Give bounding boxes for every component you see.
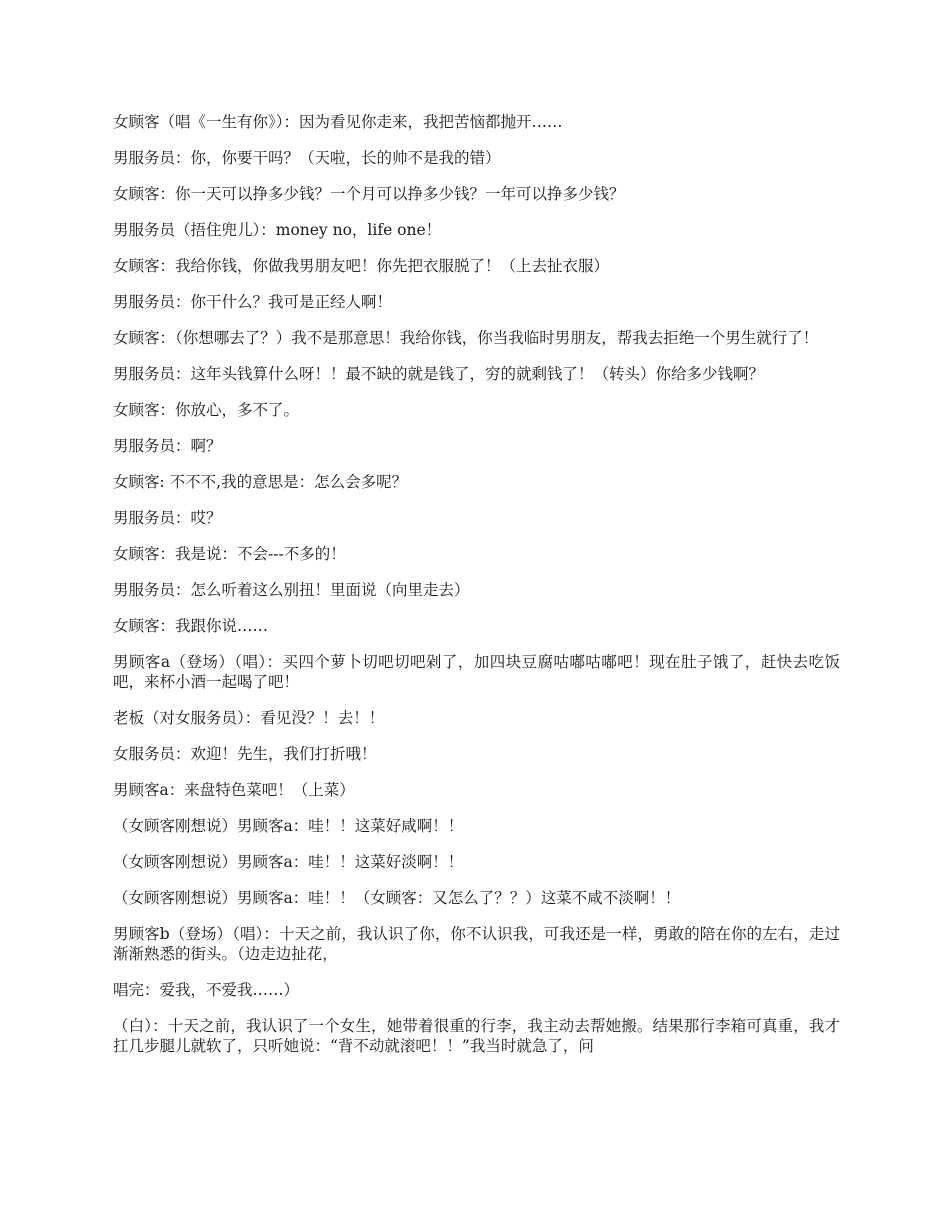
paragraph: 男顾客a：来盘特色菜吧！（上菜）	[113, 781, 355, 799]
paragraph: 唱完：爱我，不爱我……）	[113, 981, 300, 999]
paragraph: 女顾客: 不不不,我的意思是：怎么会多呢？	[113, 473, 408, 491]
paragraph: （女顾客刚想说）男顾客a：哇！！（女顾客：又怎么了？？）这菜不咸不淡啊！！	[113, 889, 681, 907]
paragraph: （女顾客刚想说）男顾客a：哇！！这菜好咸啊！！	[113, 817, 464, 835]
document-page	[113, 112, 840, 1072]
paragraph: 女顾客（唱《一生有你》）：因为看见你走来，我把苦恼都抛开……	[113, 113, 563, 131]
paragraph: 女顾客：我是说：不会---不多的！	[113, 545, 346, 563]
paragraph: 女顾客：我跟你说……	[113, 617, 269, 635]
paragraph: （白）：十天之前，我认识了一个女生，她带着很重的行李，我主动去帮她搬。结果那行李箱可真重，我才扛几步腿儿就软了，只听她说：“背不动就滚吧！！”我当时就急了，问	[113, 1017, 840, 1055]
paragraph: 女顾客：我给你钱，你做我男朋友吧！你先把衣服脱了！（上去扯衣服）	[113, 257, 610, 275]
paragraph: 男服务员：哎？	[113, 509, 222, 527]
paragraph: 男服务员：你干什么？我可是正经人啊！	[113, 293, 393, 311]
paragraph: 女顾客：（你想哪去了？）我不是那意思！我给你钱，你当我临时男朋友，帮我去拒绝一个男生就行了！	[113, 329, 819, 347]
paragraph: 男顾客a（登场）（唱）：买四个萝卜切吧切吧剁了，加四块豆腐咕嘟咕嘟吧！现在肚子饿了，赶快去吃饭吧，来杯小酒一起喝了吧！	[113, 653, 840, 691]
paragraph: 女服务员：欢迎！先生，我们打折哦！	[113, 745, 377, 763]
paragraph: 男服务员：啊？	[113, 437, 222, 455]
paragraph: 女顾客：你一天可以挣多少钱？一个月可以挣多少钱？一年可以挣多少钱？	[113, 185, 625, 203]
paragraph: 男服务员（捂住兜儿）：money no，life one！	[113, 221, 442, 239]
paragraph: 男顾客b（登场）（唱）：十天之前，我认识了你，你不认识我，可我还是一样，勇敢的陪在你的左右，走过渐渐熟悉的街头。（边走边扯花，	[113, 925, 840, 963]
paragraph: 老板（对女服务员）：看见没？！去！！	[113, 709, 385, 727]
paragraph: 男服务员：这年头钱算什么呀！！最不缺的就是钱了，穷的就剩钱了！（转头）你给多少钱啊？	[113, 365, 765, 383]
paragraph: （女顾客刚想说）男顾客a：哇！！这菜好淡啊！！	[113, 853, 464, 871]
paragraph: 男服务员：你，你要干吗？（天啦，长的帅不是我的错）	[113, 149, 501, 167]
paragraph: 男服务员：怎么听着这么别扭！里面说（向里走去）	[113, 581, 470, 599]
paragraph: 女顾客：你放心，多不了。	[113, 401, 300, 419]
